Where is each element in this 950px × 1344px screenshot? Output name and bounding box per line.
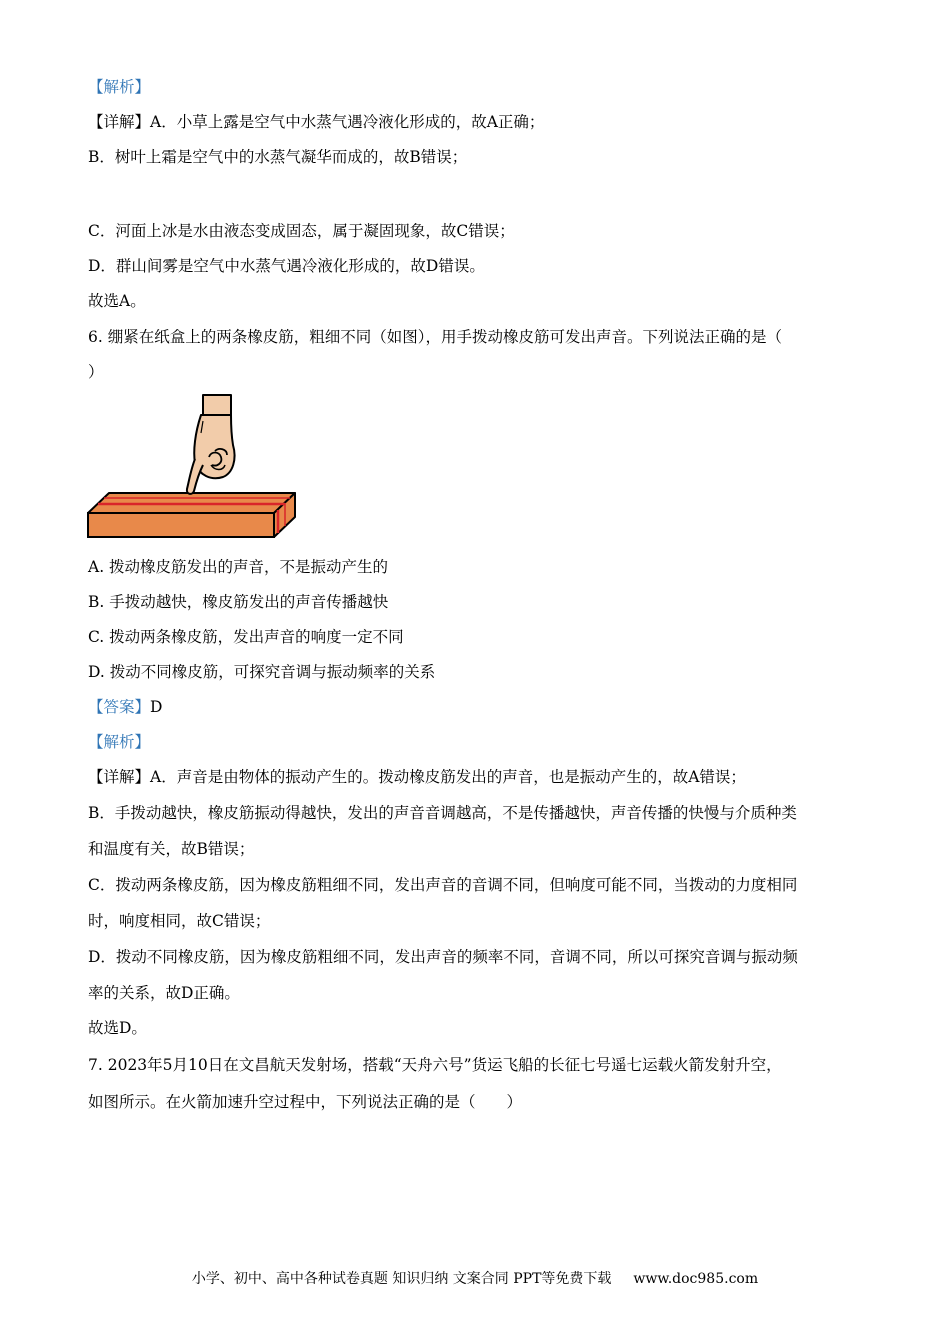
page-footer [0,1270,950,1288]
q6-detail-d-1: D．拨动不同橡皮筋，因为橡皮筋粗细不同，发出声音的频率不同，音调不同，所以可探究音调与振动频 [88,948,798,966]
detail-prefix: 【详解】 [88,768,151,786]
answer-value: D [150,698,163,716]
footer-website-link[interactable]: www.doc985.com [633,1271,759,1287]
option-d: D. 拨动不同橡皮筋，可探究音调与振动频率的关系 [88,663,436,681]
detail-line-a [88,112,544,132]
option-c: C. 拨动两条橡皮筋，发出声音的响度一定不同 [88,628,404,646]
question-6-stem: 6. 绷紧在纸盒上的两条橡皮筋，粗细不同（如图），用手拨动橡皮筋可发出声音。下列说法正确的是（ [88,328,782,346]
question-6-stem-close: ） [88,363,104,381]
option-a: A. 拨动橡皮筋发出的声音，不是振动产生的 [88,558,389,576]
detail-line-d: D．群山间雾是空气中水蒸气遇冷液化形成的，故D错误。 [88,257,485,275]
q6-detail-b-1: B．手拨动越快，橡皮筋振动得越快，发出的声音音调越高，不是传播越快，声音传播的快慢与介质种类 [88,804,797,822]
option-b: B. 手拨动越快，橡皮筋发出的声音传播越快 [88,593,389,611]
q6-conclusion: 故选D。 [88,1019,147,1037]
q6-detail-c-1: C．拨动两条橡皮筋，因为橡皮筋粗细不同，发出声音的音调不同，但响度可能不同，当拨动的力度相同 [88,876,798,894]
detail-text: A．声音是由物体的振动产生的。拨动橡皮筋发出的声音，也是振动产生的，故A错误； [150,768,746,786]
detail-line-c: C．河面上冰是水由液态变成固态，属于凝固现象，故C错误； [88,222,515,240]
detail-prefix: 【详解】 [88,113,151,131]
q6-detail-a [88,767,746,787]
q6-detail-d-2: 率的关系，故D正确。 [88,984,240,1002]
detail-line-b: B．树叶上霜是空气中的水蒸气凝华而成的，故B错误； [88,148,468,166]
detail-text: A．小草上露是空气中水蒸气遇冷液化形成的，故A正确； [150,113,545,131]
answer-line [88,697,162,717]
conclusion: 故选A。 [88,292,146,310]
analysis-tag-q6: 【解析】 [88,733,151,751]
question-7-stem-2: 如图所示。在火箭加速升空过程中，下列说法正确的是（ ） [88,1093,523,1111]
question-7-stem-1: 7. 2023年5月10日在文昌航天发射场，搭载“天舟六号”货运飞船的长征七号遥七运载火箭发射升空， [88,1056,782,1074]
rubber-band-box-figure [85,393,297,539]
answer-tag: 【答案】 [88,698,151,716]
q6-detail-c-2: 时，响度相同，故C错误； [88,912,271,930]
footer-text: 小学、初中、高中各种试卷真题 知识归纳 文案合同 PPT等免费下载 [191,1271,612,1287]
analysis-tag: 【解析】 [88,78,151,96]
q6-detail-b-2: 和温度有关，故B错误； [88,840,255,858]
